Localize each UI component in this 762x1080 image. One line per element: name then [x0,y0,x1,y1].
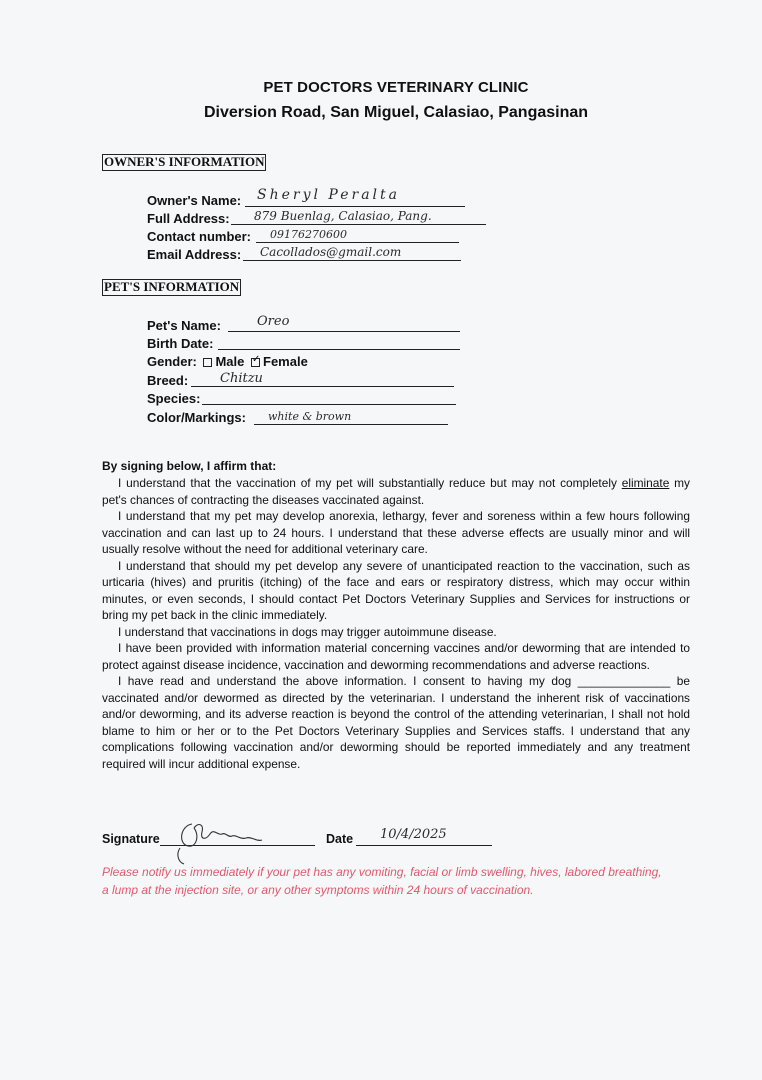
affirmation-intro: By signing below, I affirm that: [102,459,277,473]
affirmation-paragraph-3: I understand that should my pet develop any severe of unanticipated reaction to the vaccination, such as urticaria (hives) and pruritis (itching) of the face and ears or respiratory distress, which may occur within minutes, or even seconds, I should contact Pet Doctors Veterinary Supplies and Services for instructions or bring my pet back in the clinic immediately. [102,558,690,622]
color-markings-line [254,424,448,425]
pet-name-line [228,331,460,332]
owner-name-value: Sheryl Peralta [257,187,400,203]
contact-number-value: 09176270600 [270,228,347,241]
full-address-line [231,224,486,225]
color-markings-value: white & brown [268,410,352,423]
affirmation-body [102,475,690,772]
birth-date-label: Birth Date: [147,336,214,351]
gender-label: Gender: [147,354,197,369]
affirmation-paragraph-1: I understand that the vaccination of my pet will substantially reduce but may not completely eliminate my pet's chances of contracting the diseases vaccinated against. [102,476,690,507]
date-line[interactable] [356,845,492,846]
email-address-value: Cacollados@gmail.com [260,245,402,259]
check-mark-icon: ✓ [252,353,261,365]
full-address-value: 879 Buenlag, Calasiao, Pang. [254,209,432,223]
eliminate-underlined: eliminate [621,476,670,490]
affirmation-paragraph-6: I have read and understand the above information. I consent to having my dog ______________ be vaccinated and/or dewormed as directed by the veterinarian. I understand the inherent risk of vaccinations and/or deworming, and its adverse reaction is beyond the control of the attending veterinarian, I shall not hold blame to him or her or to the Pet Doctors Veterinary Supplies and Services staffs. I understand that any complications following vaccination and/or deworming should be reported immediately and any treatment required will incur additional expense. [102,674,691,771]
male-checkbox[interactable] [203,358,212,367]
female-checkbox[interactable] [251,353,261,367]
pet-name-label: Pet's Name: [147,318,221,333]
gender-row [147,354,308,369]
email-address-line [243,260,461,261]
contact-number-line [256,242,459,243]
female-label: Female [263,354,308,369]
signature-label: Signature [102,832,160,846]
clinic-address: Diversion Road, San Miguel, Calasiao, Pangasinan [203,104,589,121]
full-address-label: Full Address: [147,211,230,226]
breed-label: Breed: [147,373,189,388]
birth-date-line [218,349,460,350]
breed-value: Chitzu [220,371,263,386]
handwritten-signature [170,818,290,868]
owner-section-title: OWNER'S INFORMATION [104,154,265,169]
male-label: Male [215,354,245,369]
email-address-label: Email Address: [147,247,242,262]
owner-name-label: Owner's Name: [147,193,242,208]
clinic-name: PET DOCTORS VETERINARY CLINIC [263,79,529,96]
affirmation-paragraph-2: I understand that my pet may develop anorexia, lethargy, fever and soreness within a few hours following vaccination and can last up to 24 hours. I understand that these adverse effects are usually minor and will usually resolve without the need for additional veterinary care. [102,509,690,556]
species-label: Species: [147,391,201,406]
date-value: 10/4/2025 [380,827,447,842]
breed-line [191,386,454,387]
date-label: Date [326,832,354,846]
species-line [202,404,456,405]
notice-text: Please notify us immediately if your pet has any vomiting, facial or limb swelling, hives, labored breathing, a lump at the injection site, or any other symptoms within 24 hours of vaccination. [102,865,662,897]
pet-section-title: PET'S INFORMATION [104,279,240,294]
dog-name-blank[interactable]: ______________ [577,674,671,688]
affirmation-paragraph-5: I have been provided with information material concerning vaccines and/or deworming that are intended to protect against disease incidence, vaccination and deworming recommendations and adverse reactions. [102,641,690,672]
contact-number-label: Contact number: [147,229,251,244]
affirmation-paragraph-4: I understand that vaccinations in dogs may trigger autoimmune disease. [118,624,497,639]
color-markings-label: Color/Markings: [147,410,246,425]
owner-name-line [245,206,465,207]
pet-name-value: Oreo [257,314,290,329]
